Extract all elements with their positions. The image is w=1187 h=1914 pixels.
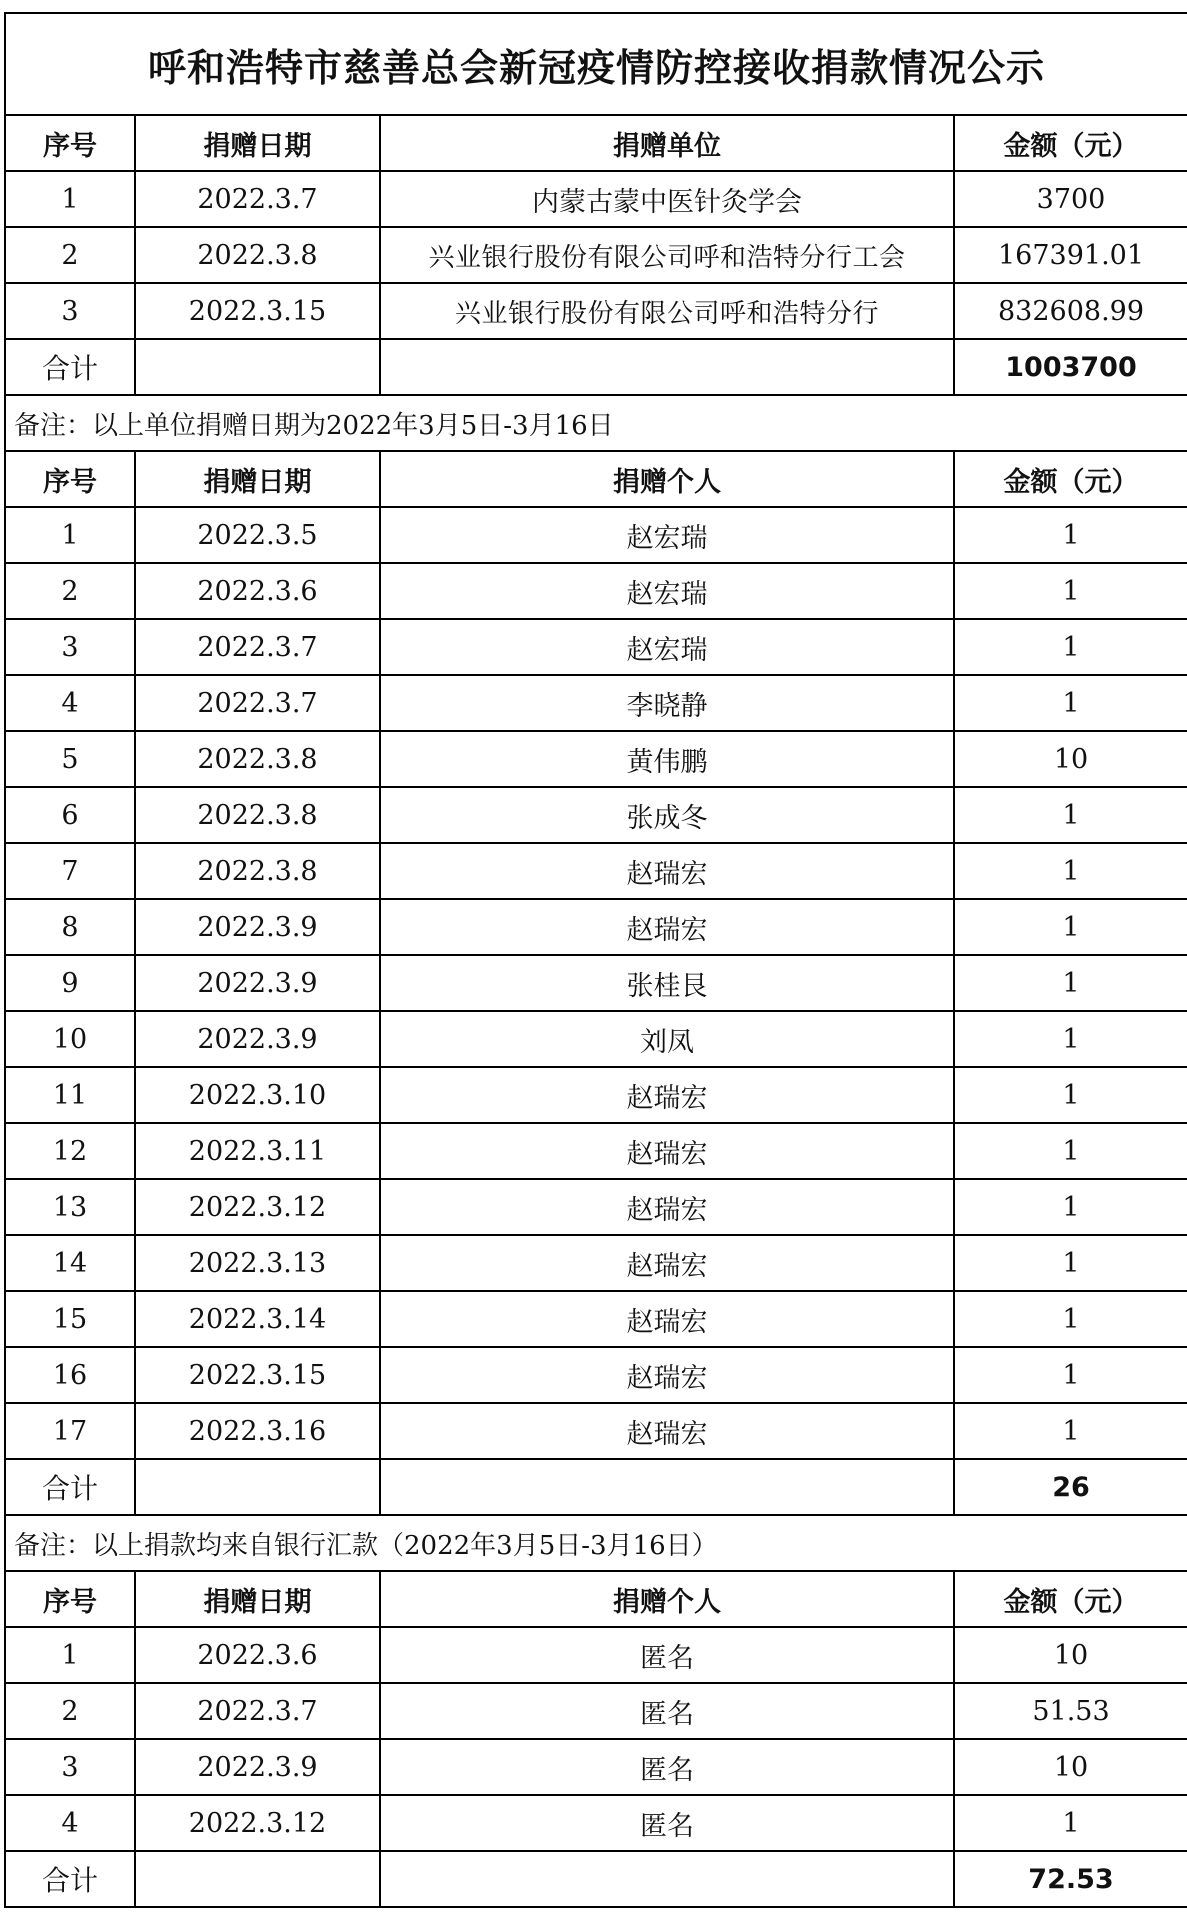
table-row bbox=[5, 1067, 1187, 1123]
note-row bbox=[5, 1515, 1187, 1571]
donation-amount: 1 bbox=[954, 899, 1187, 955]
donation-date: 2022.3.13 bbox=[135, 1235, 380, 1291]
amount-header: 金额（元） bbox=[954, 451, 1187, 507]
donor-header: 捐赠个人 bbox=[380, 1571, 954, 1627]
total-amount: 26 bbox=[954, 1459, 1187, 1515]
donation-amount: 1 bbox=[954, 1795, 1187, 1851]
donation-amount: 1 bbox=[954, 1179, 1187, 1235]
donation-date: 2022.3.8 bbox=[135, 843, 380, 899]
empty-cell bbox=[380, 1851, 954, 1907]
no-header: 序号 bbox=[5, 451, 135, 507]
donation-amount: 832608.99 bbox=[954, 283, 1187, 339]
donor-name: 匿名 bbox=[380, 1739, 954, 1795]
donation-date: 2022.3.7 bbox=[135, 1683, 380, 1739]
empty-cell bbox=[380, 1459, 954, 1515]
donor-name: 匿名 bbox=[380, 1683, 954, 1739]
no-header: 序号 bbox=[5, 1571, 135, 1627]
donor-name: 黄伟鹏 bbox=[380, 731, 954, 787]
table-row bbox=[5, 1235, 1187, 1291]
donation-date: 2022.3.7 bbox=[135, 171, 380, 227]
row-number: 12 bbox=[5, 1123, 135, 1179]
donation-amount: 10 bbox=[954, 1739, 1187, 1795]
donor-name: 内蒙古蒙中医针灸学会 bbox=[380, 171, 954, 227]
donation-date: 2022.3.15 bbox=[135, 1347, 380, 1403]
donor-name: 赵瑞宏 bbox=[380, 1067, 954, 1123]
table-row bbox=[5, 1291, 1187, 1347]
row-number: 3 bbox=[5, 619, 135, 675]
table-row bbox=[5, 1627, 1187, 1683]
row-number: 2 bbox=[5, 563, 135, 619]
donation-amount: 1 bbox=[954, 955, 1187, 1011]
amount-header: 金额（元） bbox=[954, 115, 1187, 171]
donation-amount: 1 bbox=[954, 1011, 1187, 1067]
row-number: 1 bbox=[5, 507, 135, 563]
donation-date: 2022.3.7 bbox=[135, 675, 380, 731]
donor-name: 赵瑞宏 bbox=[380, 899, 954, 955]
donor-name: 赵瑞宏 bbox=[380, 1403, 954, 1459]
no-header: 序号 bbox=[5, 115, 135, 171]
donation-date: 2022.3.12 bbox=[135, 1179, 380, 1235]
donor-header: 捐赠单位 bbox=[380, 115, 954, 171]
donor-name: 兴业银行股份有限公司呼和浩特分行 bbox=[380, 283, 954, 339]
page-title: 呼和浩特市慈善总会新冠疫情防控接收捐款情况公示 bbox=[5, 13, 1187, 115]
donation-amount: 1 bbox=[954, 1347, 1187, 1403]
total-row bbox=[5, 1851, 1187, 1907]
donation-amount: 10 bbox=[954, 1627, 1187, 1683]
donation-amount: 1 bbox=[954, 675, 1187, 731]
header-row bbox=[5, 115, 1187, 171]
row-number: 9 bbox=[5, 955, 135, 1011]
donation-date: 2022.3.9 bbox=[135, 1739, 380, 1795]
table-row bbox=[5, 1347, 1187, 1403]
table-row bbox=[5, 1739, 1187, 1795]
empty-cell bbox=[135, 339, 380, 395]
donor-name: 刘凤 bbox=[380, 1011, 954, 1067]
donation-amount: 1 bbox=[954, 507, 1187, 563]
row-number: 13 bbox=[5, 1179, 135, 1235]
donation-date: 2022.3.10 bbox=[135, 1067, 380, 1123]
donation-amount: 1 bbox=[954, 787, 1187, 843]
donation-date: 2022.3.12 bbox=[135, 1795, 380, 1851]
table-row bbox=[5, 675, 1187, 731]
donor-header: 捐赠个人 bbox=[380, 451, 954, 507]
table-row bbox=[5, 171, 1187, 227]
table-row bbox=[5, 955, 1187, 1011]
donation-amount: 1 bbox=[954, 1291, 1187, 1347]
total-label: 合计 bbox=[5, 1851, 135, 1907]
row-number: 1 bbox=[5, 1627, 135, 1683]
donation-date: 2022.3.16 bbox=[135, 1403, 380, 1459]
empty-cell bbox=[135, 1459, 380, 1515]
row-number: 14 bbox=[5, 1235, 135, 1291]
table-row bbox=[5, 619, 1187, 675]
donation-amount: 1 bbox=[954, 1123, 1187, 1179]
table-row bbox=[5, 1011, 1187, 1067]
row-number: 3 bbox=[5, 1739, 135, 1795]
table-row bbox=[5, 1403, 1187, 1459]
donor-name: 赵瑞宏 bbox=[380, 1291, 954, 1347]
donation-date: 2022.3.7 bbox=[135, 619, 380, 675]
donation-amount: 1 bbox=[954, 1403, 1187, 1459]
total-label: 合计 bbox=[5, 339, 135, 395]
total-label: 合计 bbox=[5, 1459, 135, 1515]
table-row bbox=[5, 507, 1187, 563]
table-row bbox=[5, 563, 1187, 619]
donation-date: 2022.3.8 bbox=[135, 787, 380, 843]
donor-name: 赵宏瑞 bbox=[380, 619, 954, 675]
donor-name: 赵宏瑞 bbox=[380, 507, 954, 563]
title-row bbox=[5, 13, 1187, 115]
date-header: 捐赠日期 bbox=[135, 1571, 380, 1627]
donor-name: 兴业银行股份有限公司呼和浩特分行工会 bbox=[380, 227, 954, 283]
row-number: 6 bbox=[5, 787, 135, 843]
donor-name: 赵瑞宏 bbox=[380, 1179, 954, 1235]
empty-cell bbox=[380, 339, 954, 395]
donation-amount: 10 bbox=[954, 731, 1187, 787]
donor-name: 赵瑞宏 bbox=[380, 1123, 954, 1179]
total-amount: 1003700 bbox=[954, 339, 1187, 395]
donor-name: 赵宏瑞 bbox=[380, 563, 954, 619]
donor-name: 张桂艮 bbox=[380, 955, 954, 1011]
table-row bbox=[5, 1179, 1187, 1235]
row-number: 8 bbox=[5, 899, 135, 955]
total-row bbox=[5, 339, 1187, 395]
remark-note: 备注：以上单位捐赠日期为2022年3月5日-3月16日 bbox=[5, 395, 1187, 451]
donor-name: 李晓静 bbox=[380, 675, 954, 731]
table-row bbox=[5, 227, 1187, 283]
donation-date: 2022.3.6 bbox=[135, 1627, 380, 1683]
donation-date: 2022.3.5 bbox=[135, 507, 380, 563]
date-header: 捐赠日期 bbox=[135, 451, 380, 507]
donation-amount: 1 bbox=[954, 619, 1187, 675]
row-number: 1 bbox=[5, 171, 135, 227]
donation-amount: 1 bbox=[954, 1235, 1187, 1291]
table-row bbox=[5, 899, 1187, 955]
total-row bbox=[5, 1459, 1187, 1515]
donation-date: 2022.3.8 bbox=[135, 731, 380, 787]
donor-name: 赵瑞宏 bbox=[380, 1235, 954, 1291]
row-number: 15 bbox=[5, 1291, 135, 1347]
remark-note: 备注：以上捐款均来自银行汇款（2022年3月5日-3月16日） bbox=[5, 1515, 1187, 1571]
table-row bbox=[5, 1795, 1187, 1851]
table-row bbox=[5, 731, 1187, 787]
header-row bbox=[5, 451, 1187, 507]
donor-name: 匿名 bbox=[380, 1627, 954, 1683]
donation-amount: 1 bbox=[954, 1067, 1187, 1123]
date-header: 捐赠日期 bbox=[135, 115, 380, 171]
donor-name: 赵瑞宏 bbox=[380, 1347, 954, 1403]
donor-name: 张成冬 bbox=[380, 787, 954, 843]
row-number: 4 bbox=[5, 675, 135, 731]
donation-amount: 1 bbox=[954, 843, 1187, 899]
donation-date: 2022.3.9 bbox=[135, 955, 380, 1011]
donation-amount: 1 bbox=[954, 563, 1187, 619]
donation-amount: 167391.01 bbox=[954, 227, 1187, 283]
donor-name: 赵瑞宏 bbox=[380, 843, 954, 899]
donor-name: 匿名 bbox=[380, 1795, 954, 1851]
note-row bbox=[5, 395, 1187, 451]
row-number: 16 bbox=[5, 1347, 135, 1403]
header-row bbox=[5, 1571, 1187, 1627]
row-number: 2 bbox=[5, 1683, 135, 1739]
donation-date: 2022.3.9 bbox=[135, 1011, 380, 1067]
table-row bbox=[5, 283, 1187, 339]
row-number: 7 bbox=[5, 843, 135, 899]
row-number: 5 bbox=[5, 731, 135, 787]
donation-date: 2022.3.8 bbox=[135, 227, 380, 283]
donation-date: 2022.3.15 bbox=[135, 283, 380, 339]
donation-amount: 51.53 bbox=[954, 1683, 1187, 1739]
amount-header: 金额（元） bbox=[954, 1571, 1187, 1627]
donation-date: 2022.3.11 bbox=[135, 1123, 380, 1179]
row-number: 3 bbox=[5, 283, 135, 339]
row-number: 2 bbox=[5, 227, 135, 283]
donation-table bbox=[4, 12, 1187, 1908]
row-number: 17 bbox=[5, 1403, 135, 1459]
row-number: 11 bbox=[5, 1067, 135, 1123]
donation-date: 2022.3.14 bbox=[135, 1291, 380, 1347]
donation-date: 2022.3.6 bbox=[135, 563, 380, 619]
table-row bbox=[5, 1683, 1187, 1739]
empty-cell bbox=[135, 1851, 380, 1907]
table-row bbox=[5, 1123, 1187, 1179]
row-number: 4 bbox=[5, 1795, 135, 1851]
table-row bbox=[5, 843, 1187, 899]
donation-date: 2022.3.9 bbox=[135, 899, 380, 955]
table-row bbox=[5, 787, 1187, 843]
total-amount: 72.53 bbox=[954, 1851, 1187, 1907]
donation-amount: 3700 bbox=[954, 171, 1187, 227]
row-number: 10 bbox=[5, 1011, 135, 1067]
